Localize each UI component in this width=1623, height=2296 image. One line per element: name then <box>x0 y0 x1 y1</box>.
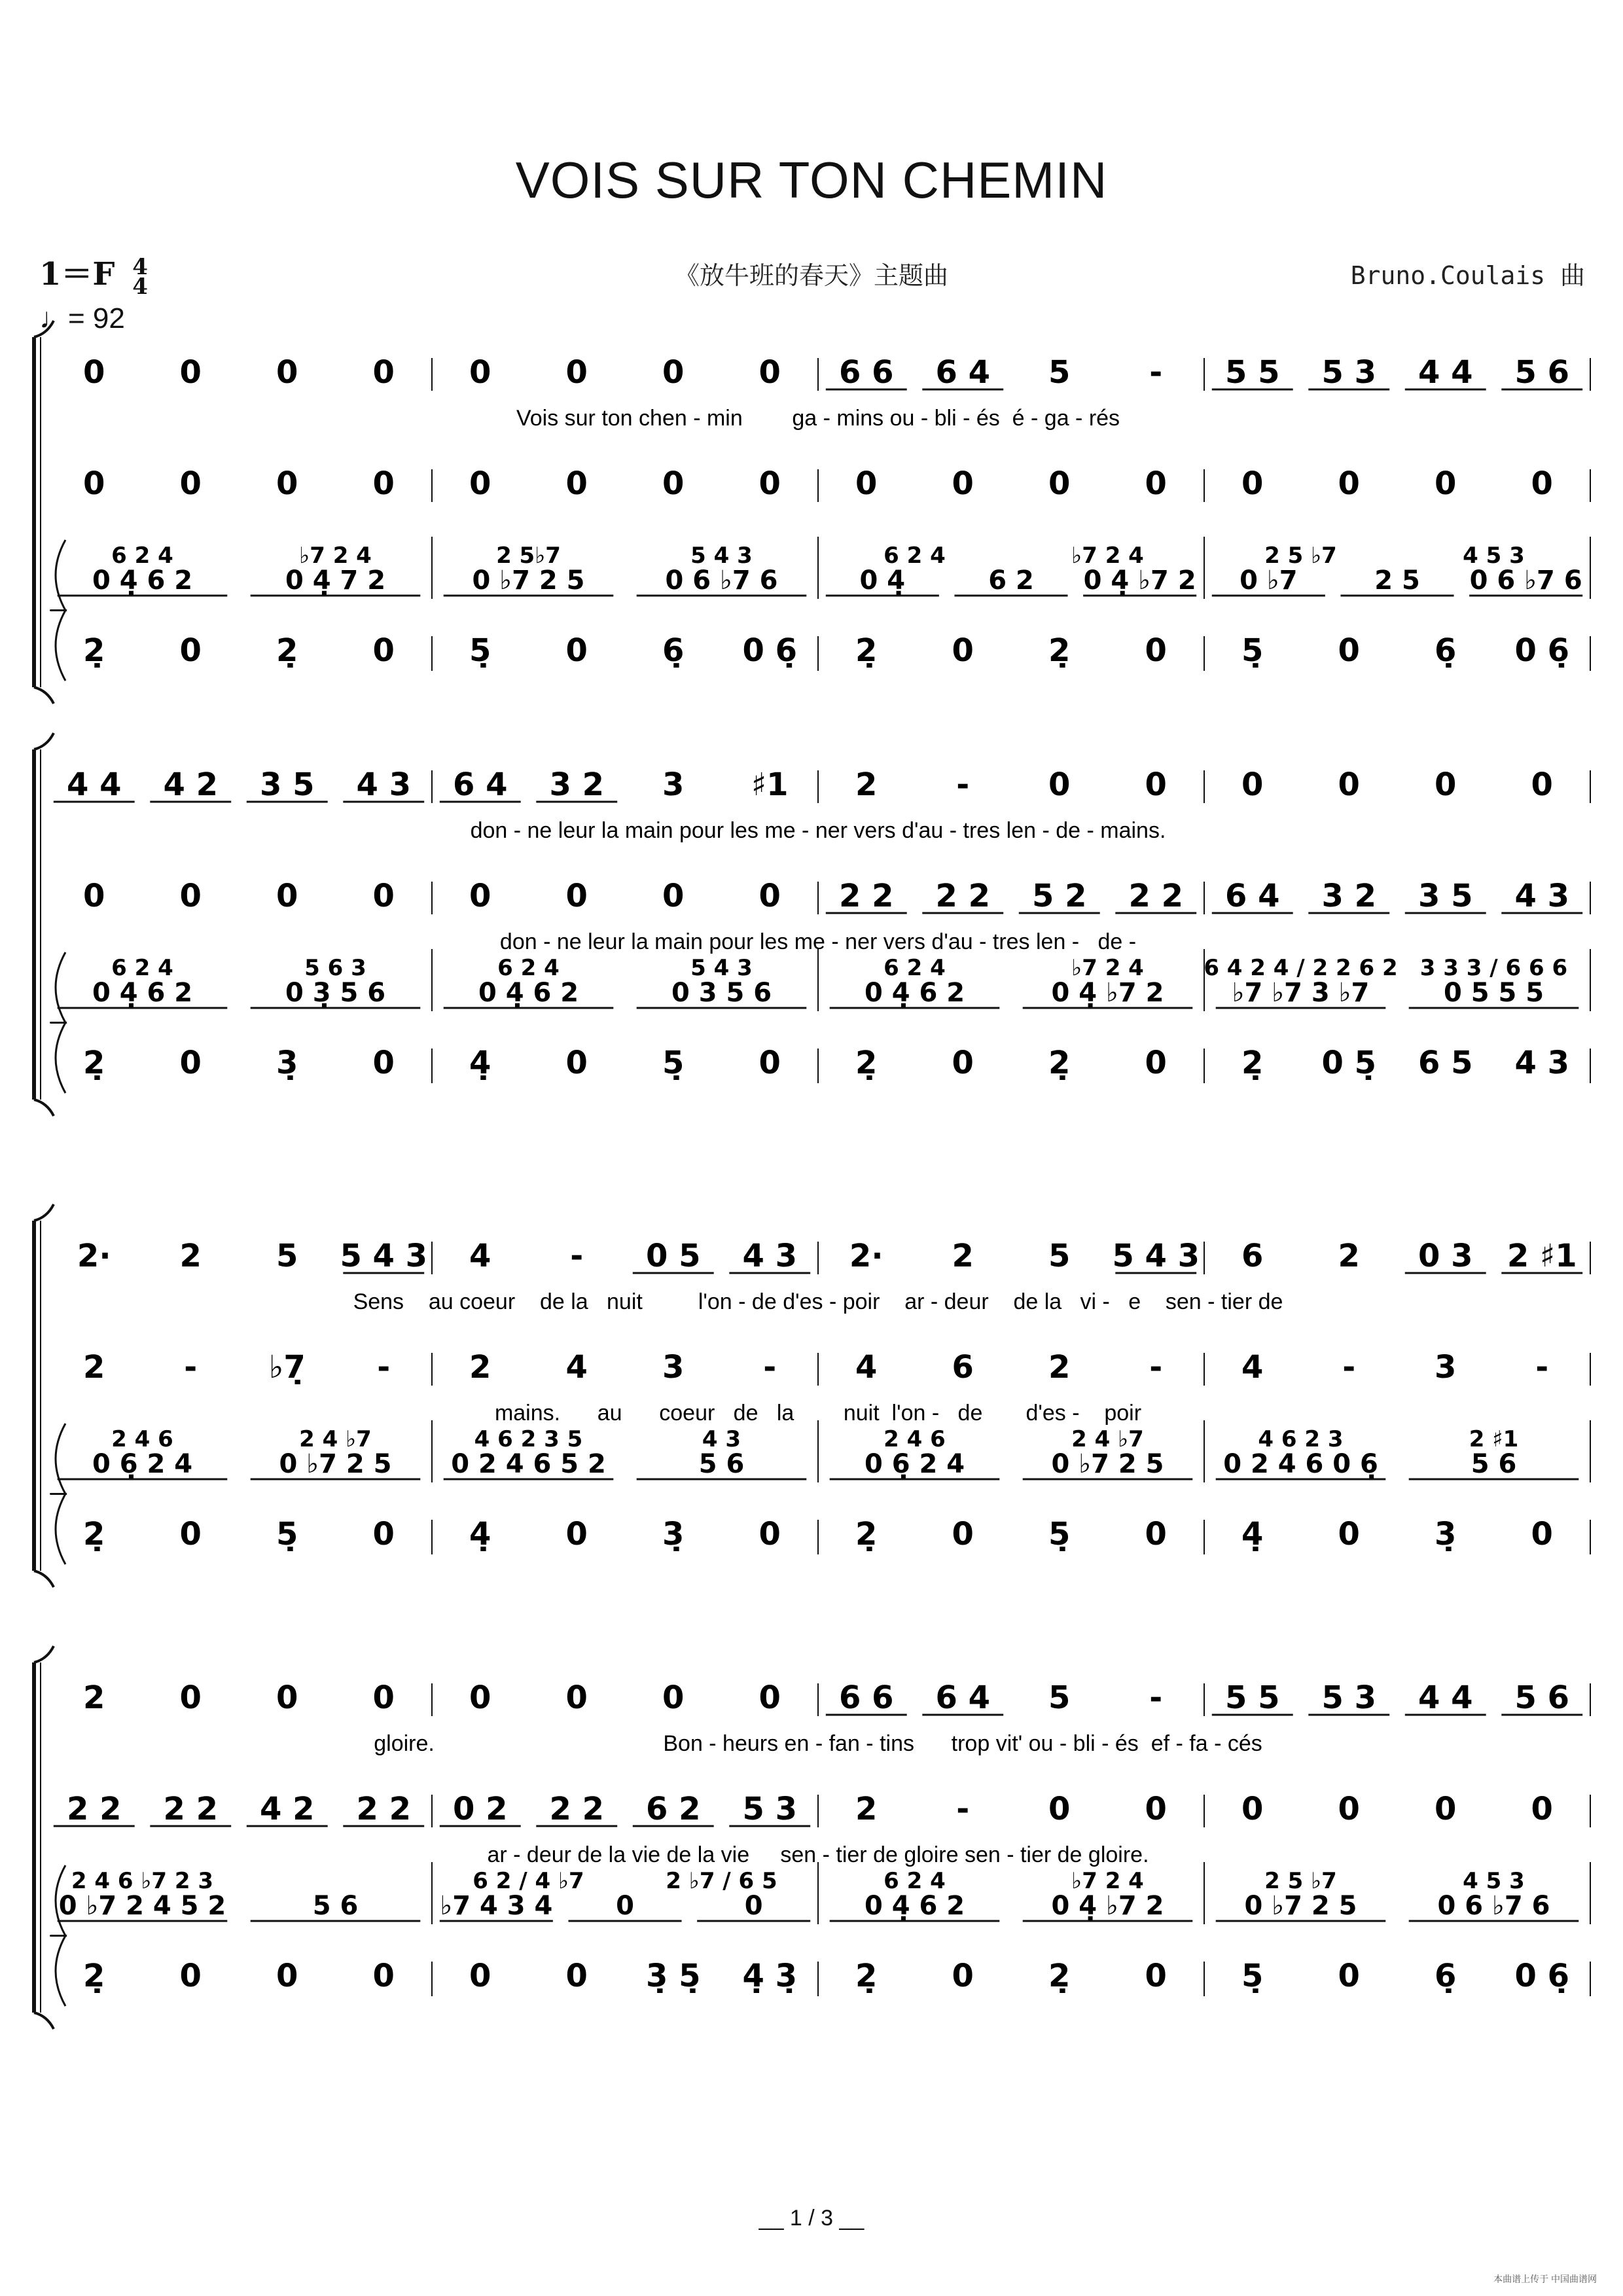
rh-upper-note: 2 4 6 <box>883 1426 946 1452</box>
lh-note: 2̣ <box>276 632 298 669</box>
rh-upper-note: 5 4 3 <box>690 955 753 981</box>
v1-note: 0 <box>179 354 202 391</box>
lh-note: 5̣ <box>469 632 491 669</box>
rh-lower-note: 0 ♭7 2 5 <box>1051 1449 1164 1479</box>
piano-brace <box>51 1865 66 2006</box>
rh-upper-note: 6 2 4 <box>883 955 946 981</box>
lh-note: 0 <box>372 1958 395 1994</box>
v2-note: 0 <box>662 465 685 502</box>
v2-note: 0 <box>469 878 491 914</box>
rh-lower-note: 0 <box>616 1891 634 1921</box>
lh-note: 0 <box>1338 632 1360 669</box>
time-signature-bottom: 4 <box>132 273 148 300</box>
rh-lower-note: 0 2 4 6 0 6̣ <box>1223 1449 1378 1479</box>
lh-note: 0 <box>952 632 974 669</box>
rh-upper-note: 6 2 4 <box>111 955 173 981</box>
v1-note: 2 <box>952 1238 974 1274</box>
lh-note: 0 <box>758 1045 781 1081</box>
lh-note: 0 <box>179 1958 202 1994</box>
lh-note: 0 <box>565 1958 588 1994</box>
lh-note: 5̣ <box>1241 1958 1264 1994</box>
v2-note: 2 2 <box>163 1791 219 1827</box>
lh-note: 3̣ <box>1435 1516 1457 1552</box>
v2-note: 3 5 <box>1418 878 1473 914</box>
v2-note: 2 2 <box>935 878 991 914</box>
v1-note: 2· <box>77 1238 111 1274</box>
v2-note: 2 2 <box>356 1791 412 1827</box>
voice1-lyrics: Sens au coeur de la nuit l'on - de d'es - poir ar - deur de la vi - e sen - tier de <box>353 1289 1283 1314</box>
v2-note: 2 <box>469 1349 491 1386</box>
lh-note: 0 <box>469 1958 491 1994</box>
rh-upper-note: 2 5 ♭7 <box>1264 1868 1337 1894</box>
v1-note: 2 ♯1 <box>1507 1238 1577 1274</box>
v2-note: 3 <box>662 1349 685 1386</box>
v1-note: 6 6 <box>838 354 894 391</box>
lh-note: 0 5̣ <box>1321 1045 1377 1081</box>
rh-upper-note: 2 ♯1 <box>1469 1426 1519 1452</box>
watermark: 本曲谱上传于 中国曲谱网 <box>1493 2274 1597 2284</box>
v2-note: 4 <box>1241 1349 1264 1386</box>
v1-note: 5 5 <box>1224 354 1280 391</box>
lh-note: 0 <box>1145 1958 1167 1994</box>
bracket-top-hook <box>34 733 54 749</box>
bracket-bottom-hook <box>34 1100 54 1116</box>
rh-upper-note: ♭7 2 4 <box>1071 1868 1144 1894</box>
v2-note: 0 <box>1145 1791 1167 1827</box>
v2-note: 0 <box>1531 1791 1553 1827</box>
rh-upper-note: 2 5♭7 <box>496 543 561 569</box>
v2-note: 0 <box>1241 1791 1264 1827</box>
rh-upper-note: 6 2 / 4 ♭7 <box>473 1868 584 1894</box>
composer: Bruno.Coulais 曲 <box>1350 261 1585 290</box>
piano-brace <box>51 1424 66 1564</box>
v2-note: 4 <box>565 1349 588 1386</box>
rh-upper-note: 2 4 6 ♭7 2 3 <box>71 1868 214 1894</box>
rh-lower-note: 0 <box>744 1891 763 1921</box>
v1-note: 0 <box>469 1679 491 1716</box>
lh-note: 2̣ <box>1241 1045 1264 1081</box>
v2-note: 2 <box>83 1349 105 1386</box>
rh-lower-note: 0 2 4 6 5 2 <box>451 1449 606 1479</box>
rh-upper-note: ♭7 2 4 <box>299 543 372 569</box>
v1-note: 4 <box>469 1238 491 1274</box>
rh-upper-note: 6 2 4 <box>883 543 946 569</box>
v1-note: 2 <box>179 1238 202 1274</box>
v1-note: 5 4 3 <box>1112 1238 1200 1274</box>
lh-note: 5̣ <box>276 1516 298 1552</box>
voice1-lyrics: don - ne leur la main pour les me - ner vers d'au - tres len - de - mains. <box>470 818 1166 843</box>
rh-lower-note: 0 6 ♭7 6 <box>1437 1891 1550 1921</box>
lh-note: 5̣ <box>662 1045 685 1081</box>
v1-note: 0 <box>179 1679 202 1716</box>
v2-note: 3 2 <box>1321 878 1377 914</box>
v1-note: 0 <box>662 1679 685 1716</box>
v1-note: 3 2 <box>549 766 605 803</box>
v1-note: 0 <box>662 354 685 391</box>
lh-note: 2̣ <box>1048 1045 1071 1081</box>
v1-note: 0 <box>372 1679 395 1716</box>
time-signature-top: 4 <box>132 253 148 280</box>
v1-note: 0 <box>1241 766 1264 803</box>
v1-note: 5 5 <box>1224 1679 1280 1716</box>
v1-note: 6 4 <box>935 354 991 391</box>
voice1-lyrics: gloire. Bon - heurs en - fan - tins trop vit' ou - bli - és ef - fa - cés <box>374 1731 1262 1756</box>
bracket-top-hook <box>34 1646 54 1662</box>
voice2-lyrics: ar - deur de la vie de la vie sen - tier de gloire sen - tier de gloire. <box>487 1842 1149 1867</box>
voice2-lyrics: don - ne leur la main pour les me - ner vers d'au - tres len - de - <box>499 929 1137 954</box>
v1-note: 0 <box>1048 766 1071 803</box>
lh-note: 0 <box>952 1958 974 1994</box>
lh-note: 0 6̣ <box>1514 1958 1570 1994</box>
v2-note: - <box>1149 1349 1163 1386</box>
v1-note: 6 4 <box>935 1679 991 1716</box>
v2-note: 0 <box>565 878 588 914</box>
lh-note: 2̣ <box>83 1516 105 1552</box>
v1-note: 0 <box>469 354 491 391</box>
rh-lower-note: 0 4̣ ♭7 2 <box>1051 1891 1164 1921</box>
rh-lower-note: 0 4̣ 6 2 <box>92 978 193 1008</box>
v2-note: 2 2 <box>838 878 894 914</box>
key-label: 1＝F <box>39 256 115 293</box>
rh-lower-note: 0 6 ♭7 6 <box>1469 565 1582 596</box>
rh-upper-note: 4 3 <box>702 1426 741 1452</box>
v2-note: 0 <box>83 878 105 914</box>
v1-note: 0 <box>565 354 588 391</box>
lh-note: 0 <box>372 632 395 669</box>
lh-note: 0 <box>1145 632 1167 669</box>
v1-note: 0 <box>1435 766 1457 803</box>
v2-note: - <box>184 1349 198 1386</box>
rh-upper-note: ♭7 2 4 <box>1071 955 1144 981</box>
rh-lower-note: 0 4̣ 6 2 <box>864 978 965 1008</box>
v2-note: 0 <box>1338 1791 1360 1827</box>
song-title: VOIS SUR TON CHEMIN <box>515 151 1108 209</box>
rh-upper-note: 4 6 2 3 <box>1258 1426 1344 1452</box>
v2-note: 0 <box>179 465 202 502</box>
tempo-marking: ♩= 92 <box>39 302 125 334</box>
v1-note: 0 5 <box>645 1238 701 1274</box>
rh-lower-note: 0 4̣ ♭7 2 <box>1083 565 1196 596</box>
v1-note: 6 6 <box>838 1679 894 1716</box>
bracket-bottom-hook <box>34 2013 54 2029</box>
v2-note: 0 <box>758 878 781 914</box>
rh-upper-note: 4 5 3 <box>1463 1868 1525 1894</box>
lh-note: 2̣ <box>1048 1958 1071 1994</box>
rh-upper-note: 6 2 4 <box>883 1868 946 1894</box>
v2-note: 4 2 <box>259 1791 315 1827</box>
lh-note: 0 <box>1531 1516 1553 1552</box>
lh-note: 6̣ <box>662 632 685 669</box>
bracket-top-hook <box>34 1204 54 1221</box>
rh-lower-note: 0 3 5 6 <box>671 978 772 1008</box>
v2-note: 2 2 <box>66 1791 122 1827</box>
v2-note: 2 2 <box>549 1791 605 1827</box>
rh-lower-note: 0 ♭7 2 5 <box>1244 1891 1357 1921</box>
rh-upper-note: 4 5 3 <box>1463 543 1525 569</box>
v1-note: 6 <box>1241 1238 1264 1274</box>
v1-note: 4 4 <box>1418 1679 1473 1716</box>
lh-note: 2̣ <box>1048 632 1071 669</box>
v1-note: 3 5 <box>259 766 315 803</box>
rh-lower-note: 5 6 <box>1471 1449 1517 1479</box>
lh-note: 0 <box>1145 1045 1167 1081</box>
rh-lower-note: 0 4̣ <box>859 565 906 596</box>
lh-note: 2̣ <box>855 1958 878 1994</box>
voice1-lyrics: Vois sur ton chen - min ga - mins ou - bli - és é - ga - rés <box>516 406 1120 431</box>
v2-note: 4 <box>855 1349 878 1386</box>
v1-note: 5 <box>1048 354 1071 391</box>
v2-note: 0 <box>179 878 202 914</box>
rh-lower-note: 0 4̣ 6 2 <box>864 1891 965 1921</box>
rh-lower-note: 0 4̣ ♭7 2 <box>1051 978 1164 1008</box>
v2-note: - <box>377 1349 391 1386</box>
v1-note: 6 4 <box>452 766 508 803</box>
rh-upper-note: 2 4 ♭7 <box>1071 1426 1144 1452</box>
rh-upper-note: 4 6 2 3 5 <box>474 1426 583 1452</box>
v2-note: ♭7̣ <box>268 1349 306 1386</box>
rh-lower-note: 0 5 5 5 <box>1443 978 1544 1008</box>
v1-note: - <box>1149 354 1163 391</box>
v1-note: 5 3 <box>1321 354 1377 391</box>
v2-note: 5 2 <box>1031 878 1087 914</box>
piano-brace <box>51 952 66 1093</box>
v2-note: 6 4 <box>1224 878 1280 914</box>
v1-note: ♯1 <box>751 766 789 803</box>
lh-note: 0 <box>179 1516 202 1552</box>
lh-note: 4̣ <box>1241 1516 1264 1552</box>
lh-note: 0 <box>565 632 588 669</box>
v1-note: 2· <box>849 1238 883 1274</box>
v2-note: 4 3 <box>1514 878 1570 914</box>
v1-note: 4 4 <box>66 766 122 803</box>
rh-lower-note: 0 ♭7 <box>1240 565 1298 596</box>
v1-note: 5 <box>276 1238 298 1274</box>
lh-note: 0 <box>179 1045 202 1081</box>
bracket-bottom-hook <box>34 1571 54 1587</box>
lh-note: 0 <box>952 1516 974 1552</box>
v2-note: 0 <box>372 878 395 914</box>
lh-note: 0 <box>952 1045 974 1081</box>
v2-note: 0 <box>1145 465 1167 502</box>
v1-note: 5 <box>1048 1679 1071 1716</box>
rh-lower-note: ♭7 ♭7 3 ♭7 <box>1232 978 1370 1008</box>
v1-note: 0 <box>758 1679 781 1716</box>
v2-note: 0 <box>952 465 974 502</box>
rh-lower-note: 0 6̣ 2 4 <box>92 1449 193 1479</box>
v2-note: 0 <box>1338 465 1360 502</box>
v1-note: 2 <box>1338 1238 1360 1274</box>
lh-note: 4̣ <box>469 1045 491 1081</box>
lh-note: 0 <box>276 1958 298 1994</box>
rh-lower-note: 0 ♭7 2 5 <box>279 1449 392 1479</box>
lh-note: 0 <box>758 1516 781 1552</box>
piano-brace <box>51 540 66 681</box>
lh-note: 6̣ <box>1435 632 1457 669</box>
v2-note: 0 <box>855 465 878 502</box>
v1-note: - <box>956 766 970 803</box>
lh-note: 5̣ <box>1241 632 1264 669</box>
rh-lower-note: ♭7 4 3 4 <box>440 1891 553 1921</box>
lh-note: 0 <box>565 1045 588 1081</box>
v2-note: 0 <box>1048 1791 1071 1827</box>
v2-note: 0 <box>758 465 781 502</box>
rh-upper-note: ♭7 2 4 <box>1071 543 1144 569</box>
v1-note: 0 <box>276 1679 298 1716</box>
v2-note: 0 <box>662 878 685 914</box>
v1-note: 5 6 <box>1514 354 1570 391</box>
rh-upper-note: 6 4 2 4 / 2 2 6 2 <box>1204 955 1398 981</box>
page-number: __ 1 / 3 __ <box>758 2206 865 2231</box>
bracket-top-hook <box>34 321 54 337</box>
v1-note: - <box>1149 1679 1163 1716</box>
v1-note: 0 <box>372 354 395 391</box>
lh-note: 0 <box>1145 1516 1167 1552</box>
subtitle: 《放牛班的春天》主题曲 <box>674 261 948 290</box>
v2-note: 2 <box>1048 1349 1071 1386</box>
v2-note: 0 <box>1048 465 1071 502</box>
v2-note: - <box>956 1791 970 1827</box>
lh-note: 0 <box>1338 1516 1360 1552</box>
v2-note: - <box>1342 1349 1356 1386</box>
v2-note: - <box>763 1349 777 1386</box>
v1-note: 2 <box>855 766 878 803</box>
rh-lower-note: 5 6 <box>312 1891 359 1921</box>
v1-note: 0 <box>1145 766 1167 803</box>
lh-note: 6̣ <box>1435 1958 1457 1994</box>
v2-note: 0 <box>1435 465 1457 502</box>
lh-note: 0 <box>372 1516 395 1552</box>
v2-note: 0 <box>469 465 491 502</box>
lh-note: 2̣ <box>83 632 105 669</box>
v2-note: 6 <box>952 1349 974 1386</box>
lh-note: 4̣ <box>469 1516 491 1552</box>
rh-upper-note: 6 2 4 <box>111 543 173 569</box>
v1-note: 4 3 <box>356 766 412 803</box>
voice2-lyrics: mains. au coeur de la nuit l'on - de d'es - poir <box>494 1401 1142 1426</box>
rh-lower-note: 0 ♭7 2 4 5 2 <box>58 1891 226 1921</box>
rh-upper-note: 5 6 3 <box>304 955 366 981</box>
rh-lower-note: 0 6̣ 2 4 <box>864 1449 965 1479</box>
v1-note: 0 <box>276 354 298 391</box>
lh-note: 3̣ 5̣ <box>645 1958 701 1994</box>
v1-note: 5 3 <box>1321 1679 1377 1716</box>
lh-note: 2̣ <box>855 1045 878 1081</box>
lh-note: 2̣ <box>855 1516 878 1552</box>
v2-note: 2 2 <box>1128 878 1184 914</box>
lh-note: 6 5 <box>1418 1045 1473 1081</box>
lh-note: 0 <box>179 632 202 669</box>
v2-note: 0 <box>276 878 298 914</box>
v1-note: 0 <box>1338 766 1360 803</box>
v2-note: 0 <box>1241 465 1264 502</box>
v1-note: 5 4 3 <box>340 1238 428 1274</box>
v1-note: 4 3 <box>742 1238 798 1274</box>
v2-note: 0 2 <box>452 1791 508 1827</box>
lh-note: 2̣ <box>855 632 878 669</box>
v1-note: 2 <box>83 1679 105 1716</box>
lh-note: 0 <box>565 1516 588 1552</box>
v2-note: 0 <box>565 465 588 502</box>
v2-note: 5 3 <box>742 1791 798 1827</box>
rh-lower-note: 0 4̣ 7 2 <box>285 565 386 596</box>
rh-upper-note: 2 ♭7 / 6 5 <box>666 1868 777 1894</box>
v1-note: 3 <box>662 766 685 803</box>
v2-note: 3 <box>1435 1349 1457 1386</box>
v1-note: 0 <box>83 354 105 391</box>
rh-lower-note: 0 4̣ 6 2 <box>478 978 579 1008</box>
v1-note: - <box>570 1238 584 1274</box>
lh-note: 2̣ <box>83 1045 105 1081</box>
rh-upper-note: 2 5 ♭7 <box>1264 543 1337 569</box>
rh-upper-note: 2 4 ♭7 <box>299 1426 372 1452</box>
v2-note: 0 <box>1531 465 1553 502</box>
v1-note: 5 6 <box>1514 1679 1570 1716</box>
rh-lower-note: 0 6 ♭7 6 <box>665 565 778 596</box>
v2-note: 0 <box>372 465 395 502</box>
v2-note: 0 <box>1435 1791 1457 1827</box>
v2-note: 6 2 <box>645 1791 701 1827</box>
lh-note: 3̣ <box>662 1516 685 1552</box>
rh-upper-note: 5 4 3 <box>690 543 753 569</box>
v1-note: 4 2 <box>163 766 219 803</box>
v1-note: 4 4 <box>1418 354 1473 391</box>
lh-note: 0 <box>1338 1958 1360 1994</box>
lh-note: 0 6̣ <box>1514 632 1570 669</box>
rh-lower-note: 2 5 <box>1374 565 1420 596</box>
v1-note: 0 <box>1531 766 1553 803</box>
rh-lower-note: 0 3̣ 5 6 <box>285 978 386 1008</box>
rh-lower-note: 0 4̣ 6 2 <box>92 565 193 596</box>
v1-note: 5 <box>1048 1238 1071 1274</box>
v2-note: 2 <box>855 1791 878 1827</box>
lh-note: 4̣ 3̣ <box>742 1958 798 1994</box>
lh-note: 3̣ <box>276 1045 298 1081</box>
lh-note: 0 6̣ <box>742 632 798 669</box>
bracket-bottom-hook <box>34 687 54 704</box>
v2-note: 0 <box>276 465 298 502</box>
v2-note: 0 <box>83 465 105 502</box>
v1-note: 0 <box>758 354 781 391</box>
lh-note: 4 3 <box>1514 1045 1570 1081</box>
rh-lower-note: 6 2 <box>988 565 1034 596</box>
lh-note: 2̣ <box>83 1958 105 1994</box>
v1-note: 0 <box>565 1679 588 1716</box>
rh-lower-note: 0 ♭7 2 5 <box>472 565 585 596</box>
rh-lower-note: 5 6 <box>698 1449 745 1479</box>
lh-note: 5̣ <box>1048 1516 1071 1552</box>
v2-note: - <box>1535 1349 1549 1386</box>
rh-upper-note: 6 2 4 <box>497 955 560 981</box>
rh-upper-note: 3 3 3 / 6 6 6 <box>1419 955 1568 981</box>
rh-upper-note: 2 4 6 <box>111 1426 173 1452</box>
v1-note: 0 3 <box>1418 1238 1473 1274</box>
lh-note: 0 <box>372 1045 395 1081</box>
